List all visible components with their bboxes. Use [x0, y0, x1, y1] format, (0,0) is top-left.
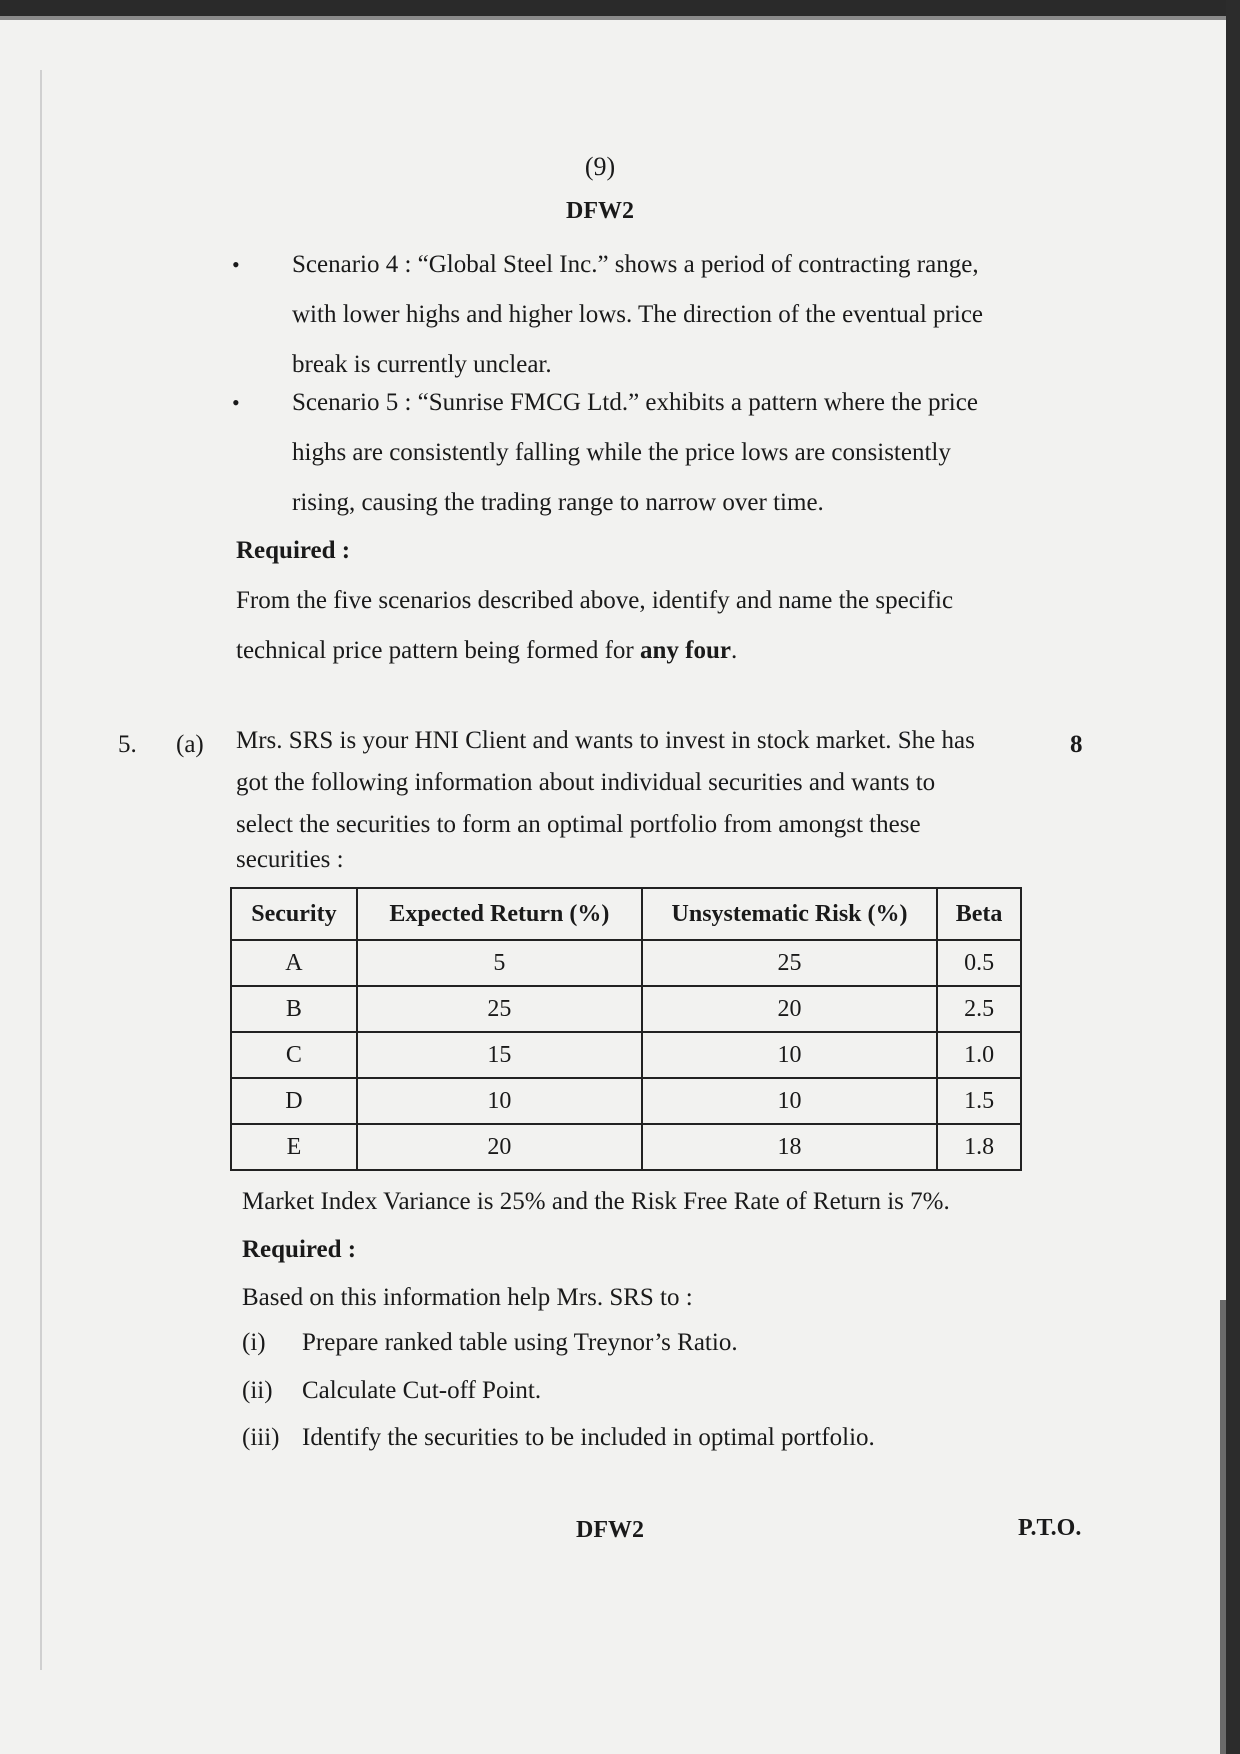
scan-top-edge-shadow: [0, 16, 1240, 20]
q5-required-heading: Required :: [242, 1236, 357, 1263]
page-number: (9): [584, 152, 616, 181]
cell-security: D: [231, 1078, 357, 1124]
table-row: [231, 1032, 1021, 1078]
item-label-ii: (ii): [242, 1377, 273, 1404]
cell-expected-return: 10: [357, 1078, 642, 1124]
cell-beta: 1.5: [937, 1078, 1021, 1124]
cell-beta: 0.5: [937, 940, 1021, 986]
bullet-scenario-4: •: [232, 252, 240, 277]
cell-unsystematic-risk: 10: [642, 1078, 937, 1124]
table-row: [231, 1124, 1021, 1170]
scan-right-edge: [1226, 0, 1240, 1754]
cell-unsystematic-risk: 10: [642, 1032, 937, 1078]
scan-right-edge-shadow: [1220, 1300, 1226, 1754]
item-label-iii: (iii): [242, 1424, 280, 1451]
cell-security: E: [231, 1124, 357, 1170]
header-security: Security: [231, 888, 357, 940]
question-part: (a): [176, 731, 204, 758]
question-marks: 8: [1070, 731, 1083, 758]
item-text-i: Prepare ranked table using Treynor’s Ratio.: [302, 1329, 738, 1356]
cell-security: C: [231, 1032, 357, 1078]
cell-unsystematic-risk: 25: [642, 940, 937, 986]
cell-expected-return: 25: [357, 986, 642, 1032]
cell-expected-return: 20: [357, 1124, 642, 1170]
bullet-scenario-5: •: [232, 390, 240, 415]
scenario-4-line-2: with lower highs and higher lows. The direction of the eventual price: [292, 301, 984, 328]
item-label-i: (i): [242, 1329, 266, 1356]
q5-intro-line-2: got the following information about individual securities and wants to: [236, 769, 936, 796]
q5-intro-line-3: select the securities to form an optimal portfolio from amongst these: [236, 811, 921, 838]
table-header-row: [231, 888, 1021, 940]
q5-intro-line-1: Mrs. SRS is your HNI Client and wants to invest in stock market. She has: [236, 727, 975, 754]
cell-security: B: [231, 986, 357, 1032]
header-unsystematic-risk: Unsystematic Risk (%): [642, 888, 937, 940]
scenario-5-line-2: highs are consistently falling while the price lows are consistently: [292, 439, 951, 466]
cell-beta: 2.5: [937, 986, 1021, 1032]
scenario-5-line-1: Scenario 5 : “Sunrise FMCG Ltd.” exhibits a pattern where the price: [292, 389, 978, 416]
cell-unsystematic-risk: 20: [642, 986, 937, 1032]
q5-intro-line-4: securities :: [236, 846, 344, 873]
q4-required-heading: Required :: [236, 537, 351, 564]
table-row: [231, 986, 1021, 1032]
cell-expected-return: 5: [357, 940, 642, 986]
item-text-ii: Calculate Cut-off Point.: [302, 1377, 542, 1404]
header-expected-return: Expected Return (%): [357, 888, 642, 940]
scenario-5: [292, 378, 1062, 528]
table-row: [231, 940, 1021, 986]
market-note: Market Index Variance is 25% and the Risk Free Rate of Return is 7%.: [242, 1188, 950, 1215]
scenario-4: [292, 240, 1062, 390]
scan-top-edge: [0, 0, 1240, 16]
cell-beta: 1.0: [937, 1032, 1021, 1078]
header-beta: Beta: [937, 888, 1021, 940]
q4-required-line-2: technical price pattern being formed for any four.: [236, 637, 738, 664]
table-row: [231, 1078, 1021, 1124]
footer-pto: P.T.O.: [1018, 1515, 1082, 1541]
item-text-iii: Identify the securities to be included in optimal portfolio.: [302, 1424, 875, 1451]
page-left-margin-line: [40, 70, 42, 1670]
q5-based-on: Based on this information help Mrs. SRS to :: [242, 1284, 693, 1311]
scenario-4-line-3: break is currently unclear.: [292, 351, 552, 378]
paper-code: DFW2: [566, 198, 634, 224]
cell-beta: 1.8: [937, 1124, 1021, 1170]
q5-intro: [236, 720, 1062, 874]
securities-table: [230, 887, 1022, 1171]
question-number: 5.: [118, 731, 137, 758]
q4-any-four: any four: [639, 637, 731, 664]
q4-required-text: [236, 576, 1062, 676]
scenario-5-line-3: rising, causing the trading range to narrow over time.: [292, 489, 824, 516]
cell-expected-return: 15: [357, 1032, 642, 1078]
footer-code: DFW2: [576, 1517, 644, 1543]
q4-required-line-1: From the five scenarios described above, identify and name the specific: [236, 587, 954, 614]
scenario-4-line-1: Scenario 4 : “Global Steel Inc.” shows a period of contracting range,: [292, 251, 979, 278]
cell-security: A: [231, 940, 357, 986]
cell-unsystematic-risk: 18: [642, 1124, 937, 1170]
